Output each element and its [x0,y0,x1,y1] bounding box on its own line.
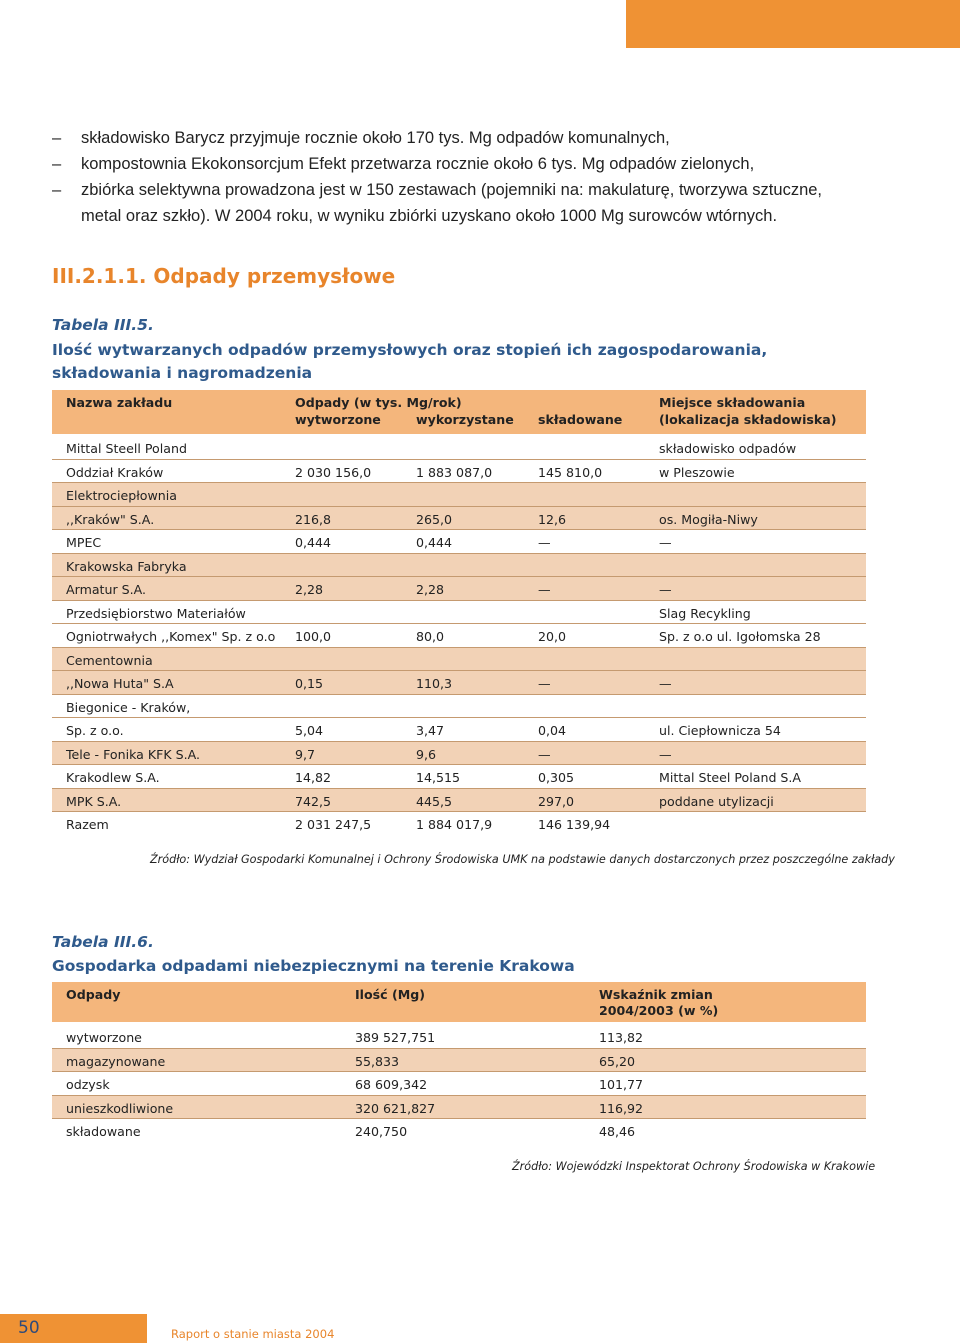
table5-label: Tabela III.5. [52,316,154,334]
corner-accent-block [626,0,960,48]
table5-cell: 2 031 247,5 [295,817,372,832]
table6-header [52,982,866,1022]
table5-cell: 0,444 [416,535,453,550]
table5-title: Ilość wytwarzanych odpadów przemysłowych oraz stopień ich zagospodarowania, składowania i nagromadzenia [52,341,768,382]
table5-cell: w Pleszowie [659,464,735,480]
table5-row [52,601,866,625]
table5-cell: — [538,535,551,550]
table5-cell: 1 883 087,0 [416,464,493,480]
table5-row [52,648,866,672]
table5-row [52,765,866,789]
table6-cell: 48,46 [599,1124,636,1139]
table5-cell: 445,5 [416,793,453,809]
bullet-dash: – [52,155,62,173]
table5-cell: — [538,582,551,597]
table5-cell: — [538,746,551,762]
table5-cell: 9,6 [416,746,437,762]
table6-title: Gospodarka odpadami niebezpiecznymi na terenie Krakowa [52,957,575,975]
table6-header-cell: 2004/2003 (w %) [599,1003,719,1018]
table5-cell: ,,Nowa Huta" S.A [66,676,174,691]
table5-cell: Ogniotrwałych ,,Komex" Sp. z o.o [66,629,276,644]
table5-cell: 0,305 [538,770,575,785]
table5-source: Źródło: Wydział Gospodarki Komunalnej i Ochrony Środowiska UMK na podstawie danych dostarczonych przez poszczególne zakłady [150,853,895,866]
bullet-continuation: metal oraz szkło). W 2004 roku, w wyniku zbiórki uzyskano około 1000 Mg surowców wtórnych. [81,207,778,225]
table5-cell: 146 139,94 [538,817,611,832]
table5-cell: Oddział Kraków [66,464,164,480]
table5-header-cell: wytworzone [295,412,381,427]
table5-cell: 2,28 [416,582,445,597]
table6-cell: 101,77 [599,1077,644,1092]
table5-row [52,812,866,836]
table5-cell: 2 030 156,0 [295,464,372,480]
table5-cell: 100,0 [295,629,332,644]
table5-cell: ,,Kraków" S.A. [66,511,155,527]
table5-cell: — [538,676,551,691]
table5-row [52,577,866,601]
table5-cell: MPEC [66,535,102,550]
table6-cell: magazynowane [66,1053,166,1069]
table5-cell: 1 884 017,9 [416,817,493,832]
table6-row [52,1096,866,1120]
table5-row [52,507,866,531]
table5 [52,390,866,836]
table5-cell: — [659,746,672,762]
table5-cell: 265,0 [416,511,453,527]
table6-cell: 65,20 [599,1053,636,1069]
table5-cell: Krakodlew S.A. [66,770,160,785]
table5-cell: MPK S.A. [66,793,122,809]
table5-row [52,718,866,742]
bullet-item [52,151,912,177]
table5-cell: os. Mogiła-Niwy [659,511,758,527]
table6-cell: składowane [66,1124,141,1139]
bullet-text: składowisko Barycz przyjmuje rocznie około 170 tys. Mg odpadów komunalnych, [81,129,670,147]
table5-header [52,390,866,434]
table6-header-cell: Odpady [66,987,121,1002]
table5-cell: Armatur S.A. [66,582,147,597]
table5-header-cell: Nazwa zakładu [66,395,173,410]
table6-row [52,1072,866,1096]
footer-title: Raport o stanie miasta 2004 [171,1327,335,1341]
table6-cell: 68 609,342 [355,1077,428,1092]
table5-row [52,460,866,484]
table5-cell: Przedsiębiorstwo Materiałów [66,605,246,621]
page-number: 50 [18,1318,40,1338]
table5-cell: 145 810,0 [538,464,603,480]
table5-header-cell: Miejsce składowania [659,395,806,410]
table5-cell: 216,8 [295,511,332,527]
table5-cell: Slag Recykling [659,605,751,621]
table6-header-cell: Ilość (Mg) [355,987,426,1002]
table5-cell: Razem [66,817,109,832]
table5-cell: 3,47 [416,723,445,738]
table5-row [52,789,866,813]
table6-cell: 113,82 [599,1030,644,1045]
table5-cell: Sp. z o.o. [66,723,124,738]
table5-cell: — [659,582,672,597]
table6 [52,982,866,1143]
table6-cell: 240,750 [355,1124,408,1139]
table5-cell: 0,04 [538,723,567,738]
table5-cell: 2,28 [295,582,324,597]
table6-header-cell: Wskaźnik zmian [599,987,713,1002]
table6-body [52,1025,866,1143]
table5-cell: Biegonice - Kraków, [66,699,191,715]
table5-cell: Elektrociepłownia [66,488,177,503]
bullet-item [52,125,912,151]
table6-cell: odzysk [66,1077,110,1092]
table6-source: Źródło: Wojewódzki Inspektorat Ochrony Środowiska w Krakowie [512,1160,876,1173]
table5-row [52,742,866,766]
table5-cell: poddane utylizacji [659,793,774,809]
section-title: III.2.1.1. Odpady przemysłowe [52,264,396,288]
table6-cell: wytworzone [66,1030,142,1045]
table6-cell: 55,833 [355,1053,400,1069]
table5-cell: — [659,535,672,550]
table5-row [52,695,866,719]
table5-cell: Tele - Fonika KFK S.A. [66,746,201,762]
table5-cell: 80,0 [416,629,445,644]
bullet-text: zbiórka selektywna prowadzona jest w 150 zestawach (pojemniki na: makulaturę, tworzywa sztuczne, [81,181,823,199]
table5-cell: Cementownia [66,652,153,668]
table5-header-cell: składowane [538,412,623,427]
table5-row [52,671,866,695]
table5-cell: składowisko odpadów [659,441,797,456]
table5-cell: 5,04 [295,723,324,738]
table5-cell: Mittal Steell Poland [66,441,187,456]
table6-row [52,1025,866,1049]
table5-cell: ul. Ciepłownicza 54 [659,723,781,738]
table5-cell: Sp. z o.o ul. Igołomska 28 [659,629,821,644]
table5-body [52,436,866,836]
table5-row [52,530,866,554]
bullet-list [52,125,912,229]
table5-cell: Krakowska Fabryka [66,558,187,574]
bullet-item [52,177,912,203]
table5-row [52,624,866,648]
table5-cell: 0,15 [295,676,324,691]
table6-row [52,1049,866,1073]
table6-cell: 389 527,751 [355,1030,436,1045]
table5-cell: 0,444 [295,535,332,550]
table5-header-cell: wykorzystane [416,412,514,427]
table6-label: Tabela III.6. [52,933,154,951]
table6-cell: unieszkodliwione [66,1100,174,1116]
table5-cell: 9,7 [295,746,316,762]
table6-cell: 320 621,827 [355,1100,436,1116]
table5-cell: 14,515 [416,770,461,785]
table5-cell: 20,0 [538,629,567,644]
bullet-dash: – [52,129,62,147]
table6-cell: 116,92 [599,1100,644,1116]
table5-header-cell: Odpady (w tys. Mg/rok) [295,395,462,410]
table5-cell: 12,6 [538,511,567,527]
table6-row [52,1119,866,1143]
bullet-text: kompostownia Ekokonsorcjum Efekt przetwarza rocznie około 6 tys. Mg odpadów zielonych, [81,155,755,173]
table5-cell: 14,82 [295,770,332,785]
table5-cell: — [659,676,672,691]
bullet-dash: – [52,181,62,199]
table5-header-cell: (lokalizacja składowiska) [659,412,837,427]
table5-cell: 742,5 [295,793,332,809]
table5-row [52,436,866,460]
table5-cell: 297,0 [538,793,575,809]
table5-row [52,554,866,578]
table5-cell: Mittal Steel Poland S.A [659,770,802,785]
table5-cell: 110,3 [416,676,453,691]
table5-row [52,483,866,507]
